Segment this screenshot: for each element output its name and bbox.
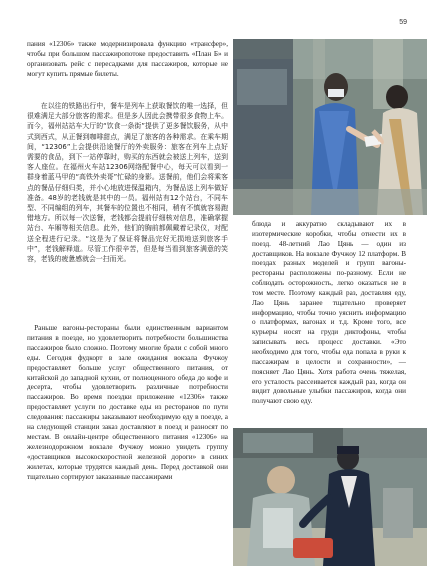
photo-top-delivery: [233, 39, 427, 215]
article-paragraph-left-top: пания «12306» также модернизировала функцию «трансфер», чтобы при большом пассажиропотоке предоставить «План Б» и организовать рейс с пересадками для пассажиров, которые не могут купить прямые билеты.: [27, 40, 228, 78]
article-paragraph-right-mid-text: блюда и аккуратно складывают их в изотермические коробки, чтобы отнести их в поезд. 48-летний Лао Цянь — один из доставщиков. На вокзале Фучжоу 12 платформ. В поездах разных моделей и групп вагоны-рестораны расположены по-разному. Если не соблюдать осторожность, легко оказаться не в том месте. Поэтому каждый раз, доставляя еду, Лао Цянь заранее тщательно проверяет информацию, чтобы точно уяснить информацию о платформах, вагонах и т.д. Кроме того, все курьеры носят на груди диктофоны, чтобы записывать весь процесс доставки. «Это необходимо для того, чтобы еда попала в руки к пассажирам в целости и сохранности», — поясняет Лао Цянь. Хотя работа очень тяжелая, его усталость рассеивается каждый раз, когда он видит довольные улыбки пассажиров, когда они получают свою еду.: [252, 220, 406, 406]
photo-bottom-conductor: [233, 428, 427, 566]
article-paragraph-chinese: 在以往的铁路出行中，餐车是列车上获取餐饮的唯一选择，但很难满足大部分旅客的需求。但是多人因此会携带很多食物上车。而今，福州站站车大厅的“饮食一条街”提供了更多餐饮服务，从中式到西式，从正餐到咖啡甜点，满足了旅客的各种需求。在乘车期间，“12306”上会提供沿途餐厅的外卖服务：旅客在列车上点好需要的食品，到下一站停靠时，购买的东西就会被送上列车，送到客人座位。在福州火车站12306网络配餐中心，每天可以看到一群身着蓝马甲的“高铁外卖哥”忙碌的身影。送餐前，他们会将乘客点的餐品仔细归类，并小心地放进保温箱内，为餐品送上列车做好准备。48岁的老钱就是其中的一员。福州站有12个站台，不同车型、不同编组的列车，其餐车的位置也不相同，稍有不慎就容易跑错地方。所以每一次送餐，老钱都会提前仔细核对信息，准确掌握站台、车厢等相关信息。此外，他们的胸前都佩戴着记录仪，对配送全程进行记录。“这是为了保证将餐品完好无损地送到旅客手中”，老钱解释道。尽管工作很辛苦，但是每当看到旅客满意的笑容，老钱的疲惫感就会一扫而光。: [27, 102, 228, 264]
page-number: 59: [399, 19, 407, 26]
conductor-passenger-illustration: [233, 428, 427, 566]
delivery-handover-illustration: [233, 39, 427, 215]
article-paragraph-left-bottom: Раньше вагоны-рестораны были единственным вариантом питания в поезде, но удовлетворить потребности большинства пассажиров было сложно. Поэтому многие брали с собой много еды. Сегодня фудкорт в зале ожидания вокзала Фучжоу предоставляет больше услуг общественного питания, от китайской до западной кухни, от полноценного обеда до кофе и десерта, чтобы удовлетворить различные потребности пассажиров. Во время поездки приложение «12306» также предоставляет услуги по доставке еды из ресторанов по пути следования: пассажиры заказывают необходимую еду в поезде, а на следующей станции заказ доставляют в поезд и разносят по местам. В онлайн-центре общественного питания «12306» на железнодорожном вокзале Фучжоу можно увидеть группу «доставщиков высокоскоростной железной дороги» в синих жилетах, которые трудятся каждый день. Перед доставкой они тщательно сортируют заказанные пассажирами: [27, 324, 228, 481]
article-paragraph-right-mid: [252, 220, 406, 407]
